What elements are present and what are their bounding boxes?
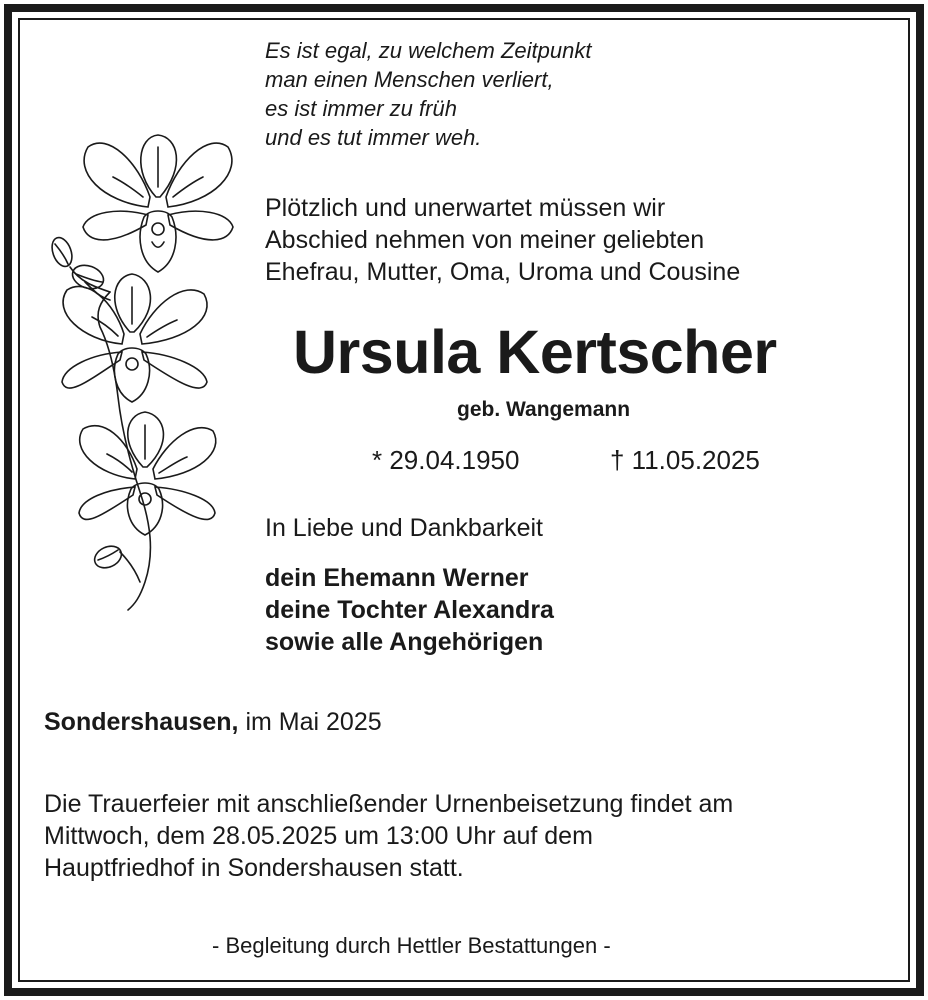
mourners-heading: In Liebe und Dankbarkeit bbox=[265, 514, 543, 542]
birth-name: geb. Wangemann bbox=[457, 398, 631, 421]
ceremony-line: Die Trauerfeier mit anschließender Urnenbeisetzung findet am bbox=[44, 790, 734, 818]
orchid-illustration-icon bbox=[40, 132, 255, 617]
funeral-home-credit: - Begleitung durch Hettler Bestattungen - bbox=[212, 933, 611, 958]
poem-line: Es ist egal, zu welchem Zeitpunkt bbox=[265, 38, 592, 63]
intro-line: Ehefrau, Mutter, Oma, Uroma und Cousine bbox=[265, 258, 741, 286]
birth-date: * 29.04.1950 bbox=[372, 445, 520, 475]
poem-line: und es tut immer weh. bbox=[265, 125, 482, 150]
mourner-name: sowie alle Angehörigen bbox=[265, 628, 544, 656]
date: im Mai 2025 bbox=[245, 708, 382, 736]
deceased-name: Ursula Kertscher bbox=[293, 318, 777, 386]
intro-line: Plötzlich und unerwartet müssen wir bbox=[265, 194, 666, 222]
mourner-name: dein Ehemann Werner bbox=[265, 564, 529, 592]
ceremony-line: Hauptfriedhof in Sondershausen statt. bbox=[44, 854, 464, 882]
poem-line: man einen Menschen verliert, bbox=[265, 67, 554, 92]
mourner-name: deine Tochter Alexandra bbox=[265, 596, 554, 624]
place: Sondershausen, bbox=[44, 708, 239, 736]
poem-line: es ist immer zu früh bbox=[265, 96, 457, 121]
death-date: † 11.05.2025 bbox=[610, 445, 760, 475]
intro-line: Abschied nehmen von meiner geliebten bbox=[265, 226, 705, 254]
ceremony-line: Mittwoch, dem 28.05.2025 um 13:00 Uhr auf dem bbox=[44, 822, 593, 850]
place-date bbox=[44, 710, 382, 735]
